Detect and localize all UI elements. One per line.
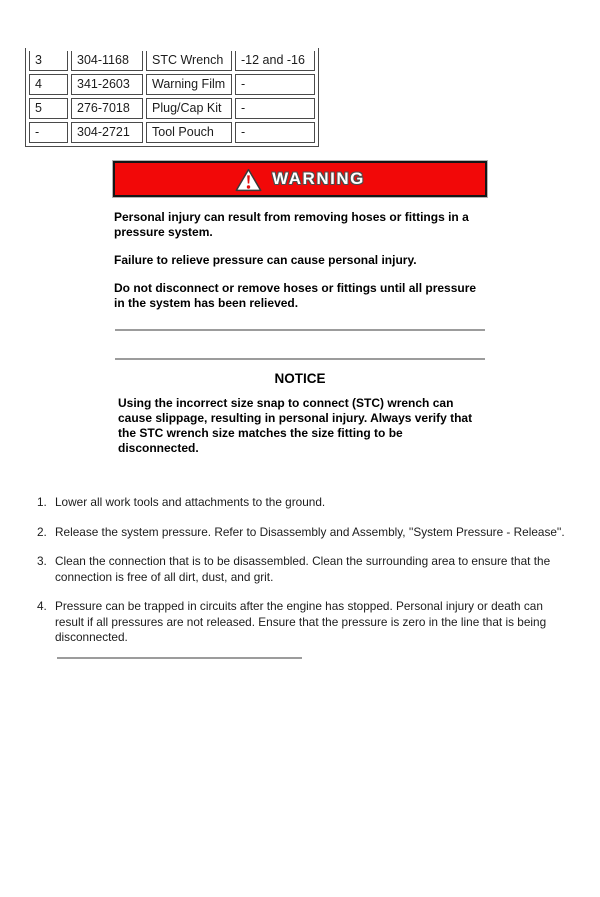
divider-line [115,329,485,331]
parts-table [25,48,319,147]
step-text: Pressure can be trapped in circuits after the engine has stopped. Personal injury or death can result if all pressures are not released. Ensure that the pressure is zero in the line that is being disconnected. [55,599,547,644]
table-cell-description: Warning Film [146,74,232,95]
warning-paragraph: Personal injury can result from removing hoses or fittings in a pressure system. [114,210,469,239]
table-row [29,51,315,71]
step-item [37,525,570,541]
table-cell-item-no: 4 [29,74,68,95]
table-cell-item-no: - [29,122,68,143]
step-item [37,554,570,585]
table-cell-part-no: 304-2721 [71,122,143,143]
table-cell-part-no: 304-1168 [71,51,143,71]
table-cell-size: - [235,74,315,95]
table-row [29,98,315,119]
document-page [0,48,600,897]
warning-banner [113,161,487,197]
table-row [29,122,315,143]
safety-section [113,161,487,456]
warning-paragraph: Failure to relieve pressure can cause personal injury. [114,253,417,267]
warning-triangle-icon [235,168,262,192]
table-cell-description: Plug/Cap Kit [146,98,232,119]
table-cell-part-no: 276-7018 [71,98,143,119]
notice-body: Using the incorrect size snap to connect (STC) wrench can cause slippage, resulting in personal injury. Always verify that the STC wrench size matches the size fitting to be disconnected. [118,396,473,455]
end-divider-line [57,657,302,659]
divider-line [115,358,485,360]
step-item [37,495,570,511]
table-cell-size: - [235,98,315,119]
step-number: 4. [37,599,47,613]
table-cell-description: STC Wrench [146,51,232,71]
step-item [37,599,570,646]
notice-title: NOTICE [274,371,326,386]
table-cell-size: - [235,122,315,143]
warning-paragraph: Do not disconnect or remove hoses or fittings until all pressure in the system has been relieved. [114,281,477,310]
step-number: 1. [37,495,47,509]
table-cell-part-no: 341-2603 [71,74,143,95]
table-cell-description: Tool Pouch [146,122,232,143]
table-cell-size: -12 and -16 [235,51,315,71]
table-row [29,74,315,95]
step-text: Release the system pressure. Refer to Disassembly and Assembly, ''System Pressure - Release''. [55,524,565,539]
step-number: 2. [37,524,47,539]
step-text: Clean the connection that is to be disassembled. Clean the surrounding area to ensure that the connection is free of all dirt, dust, and grit. [55,554,551,584]
step-number: 3. [37,554,47,568]
warning-title: WARNING [272,169,365,188]
step-text: Lower all work tools and attachments to the ground. [55,495,326,509]
table-cell-item-no: 3 [29,51,68,71]
procedure-steps [37,495,570,646]
table-cell-item-no: 5 [29,98,68,119]
